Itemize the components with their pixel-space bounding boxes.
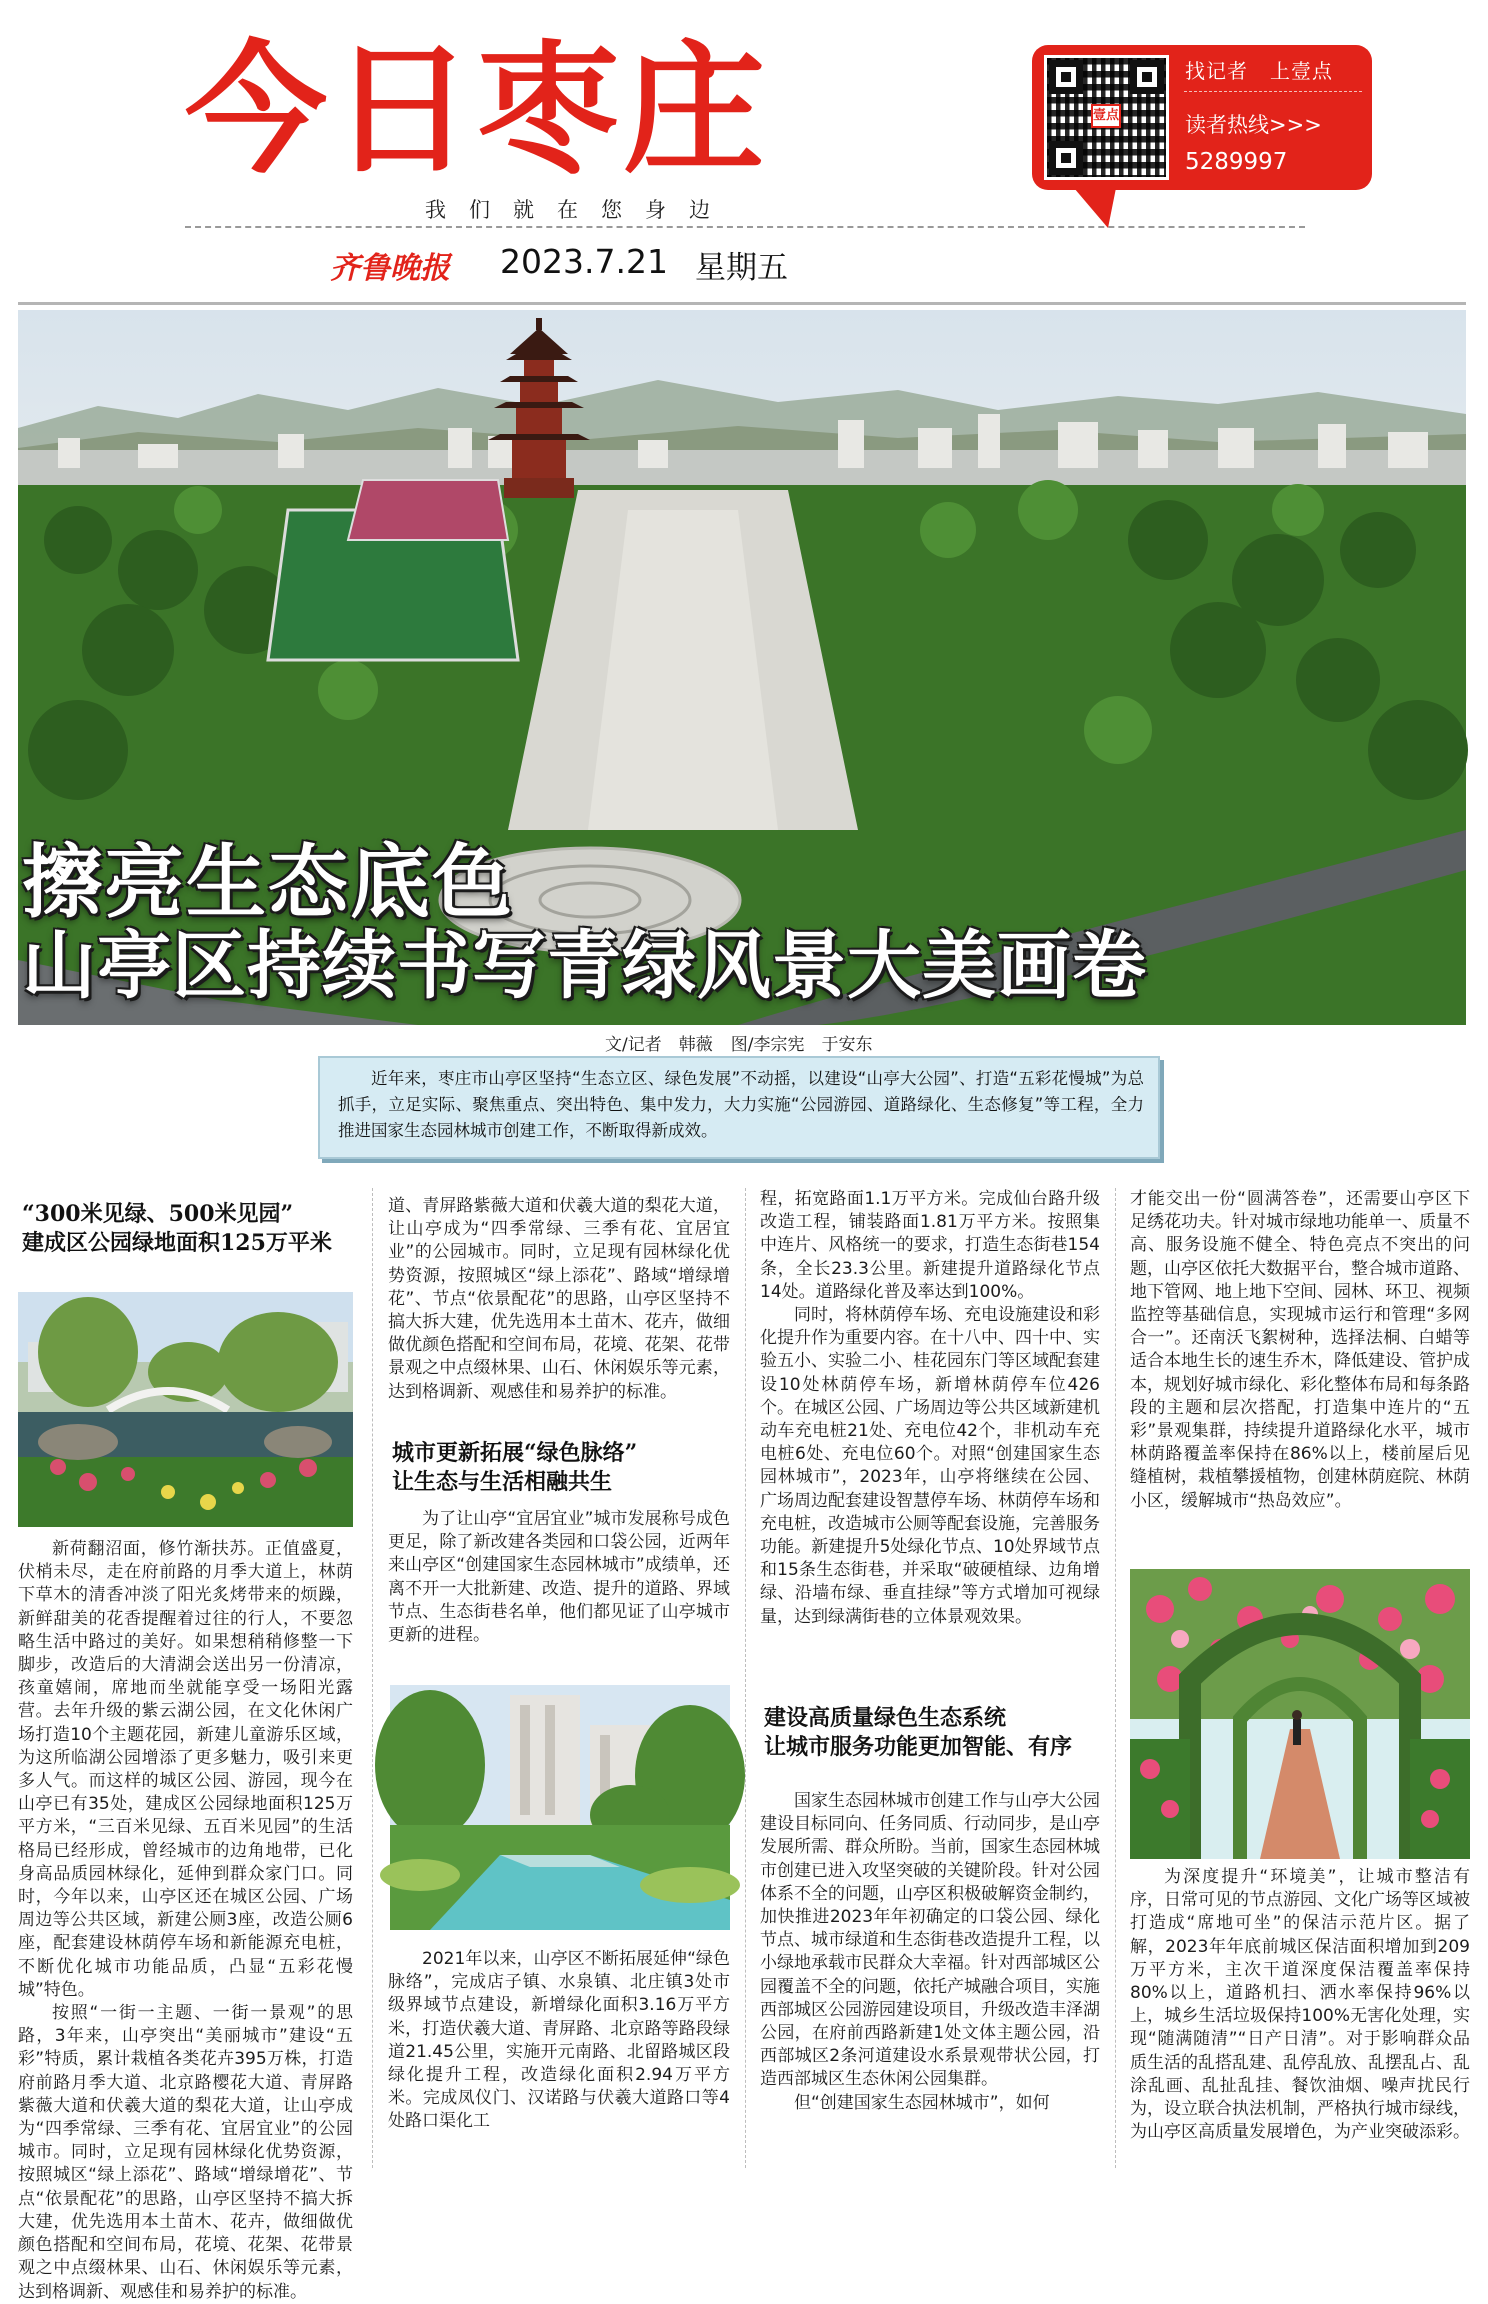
section-3-body-2 xyxy=(1130,1866,1470,2144)
hotline-number: 5289997 xyxy=(1185,149,1288,175)
section-3-subhead xyxy=(764,1704,1072,1762)
section-2-subhead xyxy=(392,1439,637,1497)
byline-reporter: 文/记者 韩薇 xyxy=(605,1035,713,1055)
masthead-slogan: 我们就在您身边 xyxy=(425,198,733,222)
article-paragraph: 为了让山亭“宜居宜业”城市发展称号成色更足，除了新改建各类园和口袋公园，近两年来山亭区“创建国家生态园林城市”成绩单，还离不开一大批新建、改造、提升的道路、界域节点、生态街巷名单，他们都见证了山亭城市更新的进程。 xyxy=(388,1509,730,1646)
hotline-slogan xyxy=(1185,55,1333,84)
section-1-subhead xyxy=(22,1200,332,1258)
rose-arch-photo xyxy=(1130,1569,1470,1859)
find-reporter-label: 找记者 xyxy=(1185,59,1248,83)
headline-line-1: 擦亮生态底色 xyxy=(22,836,514,929)
section-2-body xyxy=(388,1508,730,1647)
article-paragraph-continued: 才能交出一份“圆满答卷”，还需要山亭区下足绣花功夫。针对城市绿地功能单一、质量不高、服务设施不健全、特色亮点不突出的问题，山亭区依托大数据平台，整合城市道路、地下管网、地上地下空间、园林、环卫、视频监控等基础信息，实现城市运行和管理“多网合一”。还南沃飞絮树种，选择法桐、白蜡等适合本地生长的速生乔木，降低建设、管护成本，规划好城市绿化、彩化整体布局和每条路段的主题和层次搭配，打造集中连片的“五彩”景观集群，持续提升道路绿化水平，城市林荫路覆盖率保持在86%以上，楼前屋后见缝植树，栽植攀援植物，创建林荫庭院、林荫小区，缓解城市“热岛效应”。 xyxy=(1130,1189,1470,1511)
section-1-body xyxy=(18,1538,353,2302)
byline-photographer: 图/李宗宪 于安东 xyxy=(730,1035,873,1055)
column-divider xyxy=(1115,1188,1116,2168)
garden-photo xyxy=(18,1292,353,1527)
header-rule xyxy=(18,302,1466,305)
article-paragraph-continued: 程，拓宽路面1.1万平方米。完成仙台路升级改造工程，铺装路面1.81万平方米。按照集中连片、风格统一的要求，打造生态街巷154条，全长23.3公里。新建提升道路绿化节点14处。道路绿化普及率达到100%。 xyxy=(760,1189,1100,1302)
section-2-subhead-line-2: 让生态与生活相融共生 xyxy=(392,1469,613,1495)
reader-hotline-box xyxy=(1032,45,1372,190)
article-paragraph: 新荷翻沼面，修竹渐扶苏。正值盛夏，伏梢未尽，走在府前路的月季大道上，林荫下草木的清香冲淡了阳光炙烤带来的烦躁，新鲜甜美的花香提醒着过往的行人，不要忽略生活中路过的美好。如果想稍稍修整一下脚步，改造后的大清湖会送出另一份清凉，孩童嬉闹，席地而坐就能享受一场阳光露营。去年升级的紫云湖公园，在文化休闲广场打造10个主题花园，新建儿童游乐区域，为这所临湖公园增添了更多魅力，吸引来更多人气。而这样的城区公园、游园，现今在山亭已有35处，建成区公园绿地面积125万平方米，“三百米见绿、五百米见园”的生活格局已经形成，曾经城市的边角地带，已化身高品质园林绿化，延伸到群众家门口。同时，今年以来，山亭区还在城区公园、广场周边等公共区域，新建公厕3座，改造公厕6座，配套建设林荫停车场和新能源充电桩，不断优化城市功能品质，凸显“五彩花慢城”特色。 xyxy=(18,1539,353,2000)
masthead-title: 今日枣庄 xyxy=(185,28,769,193)
rose-arch-illustration xyxy=(1130,1569,1470,1859)
section-2-body-3 xyxy=(760,1188,1100,1629)
section-3-subhead-line-2: 让城市服务功能更加智能、有序 xyxy=(764,1734,1073,1760)
newspaper-brand: 齐鲁晚报 xyxy=(330,251,450,286)
issue-date: 2023.7.21 xyxy=(500,242,668,281)
issue-weekday: 星期五 xyxy=(695,250,788,286)
garden-bridge-illustration xyxy=(18,1292,353,1527)
section-3-body xyxy=(760,1790,1100,2115)
app-logo-icon: 壹点 xyxy=(1091,104,1121,128)
article-paragraph: 按照“一街一主题、一街一景观”的思路，3年来，山亭突出“美丽城市”建设“五彩”特质，累计栽植各类花卉395万株，打造府前路月季大道、北京路樱花大道、青屏路紫薇大道和伏羲大道的梨花大道，让山亭成为“四季常绿、三季有花、宜居宜业”的公园城市。同时，立足现有园林绿化优势资源，按照城区“绿上添花”、路域“增绿增花”、节点“依景配花”的思路，山亭区坚持不搞大拆大建，优先选用本土苗木、花卉，做细做优颜色搭配和空间布局，花境、花架、花带景观之中点缀林果、山石、休闲娱乐等元素，达到格调新、观感佳和易养护的标准。 xyxy=(18,2003,353,2302)
headline-line-2: 山亭区持续书写青绿风景大美画卷 xyxy=(22,923,1147,1009)
article-paragraph: 为深度提升“环境美”，让城市整洁有序，日常可见的节点游园、文化广场等区域被打造成“席地可坐”的保洁示范片区。据了解，2023年年底前城区保洁面积增加到209万平方米，主次干道深度保洁覆盖率保持80%以上，道路机扫、洒水率保持96%以上，城乡生活垃圾保持100%无害化处理，实现“随满随清”“日产日清”。对于影响群众品质生活的乱搭乱建、乱停乱放、乱摆乱占、乱涂乱画、乱扯乱挂、餐饮油烟、噪声扰民行为，设立联合执法机制，严格执行城市绿线，为山亭区高质量发展增色，为产业突破添彩。 xyxy=(1130,1867,1470,2143)
park-path-illustration xyxy=(390,1685,730,1930)
lead-paragraph-box: 近年来，枣庄市山亭区坚持“生态立区、绿色发展”不动摇，以建设“山亭大公园”、打造“五彩花慢城”为总抓手，立足实际、聚焦重点、突出特色、集中发力，大力实施“公园游园、道路绿化、生态修复”等工程，全力推进国家生态园林城市创建工作，不断取得新成效。 xyxy=(318,1056,1160,1159)
qr-code[interactable] xyxy=(1044,55,1169,180)
article-paragraph: 同时，将林荫停车场、充电设施建设和彩化提升作为重要内容。在十八中、四十中、实验五小、实验二小、桂花园东门等区域配套建设10处林荫停车场，新增林荫停车位426个。在城区公园、广场周边等公共区域新建机动车充电桩21处、充电位42个，非机动车充电桩6处、充电位60个。对照“创建国家生态园林城市”，2023年，山亭将继续在公园、广场周边配套建设智慧停车场、林荫停车场和充电桩，改造城市公厕等配套设施，完善服务功能。新建提升5处绿化节点、10处界域节点和15条生态街巷，并采取“破硬植绿、边角增绿、沿墙布绿、垂直挂绿”等方式增加可视绿量，达到绿满街巷的立体景观效果。 xyxy=(760,1305,1100,1627)
article-paragraph-continued: 道、青屏路紫薇大道和伏羲大道的梨花大道，让山亭成为“四季常绿、三季有花、宜居宜业”的公园城市。同时，立足现有园林绿化优势资源，按照城区“绿上添花”、路域“增绿增花”、节点“依景配花”的思路，山亭区坚持不搞大拆大建，优先选用本土苗木、花卉，做细做优颜色搭配和空间布局，花境、花架、花带景观之中点缀林果、山石、休闲娱乐等元素，达到格调新、观感佳和易养护的标准。 xyxy=(388,1196,730,1402)
masthead-divider xyxy=(185,226,1305,228)
byline xyxy=(605,1030,872,1055)
qr-finder-icon xyxy=(1130,60,1164,94)
section-2-subhead-line-1: 城市更新拓展“绿色脉络” xyxy=(392,1440,638,1466)
hero-photo xyxy=(18,310,1466,1025)
hotline-divider xyxy=(1184,91,1362,92)
section-3-body-continued xyxy=(1130,1188,1470,1513)
column-divider xyxy=(745,1188,746,2168)
article-paragraph: 2021年以来，山亭区不断拓展延伸“绿色脉络”，完成店子镇、水泉镇、北庄镇3处市级界域节点建设，新增绿化面积3.16万平方米，打造伏羲大道、青屏路、北京路等路段绿道21.45公里，实施开元南路、北留路城区段绿化提升工程，改造绿化面积2.94万平方米。完成凤仪门、汉诺路与伏羲大道路口等4处路口渠化工 xyxy=(388,1949,730,2132)
section-1-body-continued xyxy=(388,1195,730,1404)
section-2-body-2 xyxy=(388,1948,730,2134)
park-path-photo xyxy=(390,1685,730,1930)
go-app-label: 上壹点 xyxy=(1270,59,1333,83)
qr-finder-icon xyxy=(1049,141,1083,175)
article-paragraph: 国家生态园林城市创建工作与山亭大公园建设目标同向、任务同质、行动同步，是山亭发展所需、群众所盼。当前，国家生态园林城市创建已进入攻坚突破的关键阶段。针对公园体系不全的问题，山亭区积极破解资金制约，加快推进2023年年初确定的口袋公园、绿化节点、城市绿道和生态街巷改造提升工程，以小绿地承载市民群众大幸福。针对西部城区公园覆盖不全的问题，依托产城融合项目，实施西部城区公园游园建设项目，升级改造丰泽湖公园，在府前西路新建1处文体主题公园，沿西部城区2条河道建设水系景观带状公园，打造西部城区生态休闲公园集群。 xyxy=(760,1791,1100,2090)
section-1-subhead-line-1: “300米见绿、500米见园” xyxy=(22,1201,294,1227)
reader-hotline-label: 读者热线>>> xyxy=(1185,113,1322,137)
section-3-subhead-line-1: 建设高质量绿色生态系统 xyxy=(764,1705,1007,1731)
column-divider xyxy=(372,1188,373,2168)
article-paragraph: 但“创建国家生态园林城市”，如何 xyxy=(794,2092,1050,2113)
qr-finder-icon xyxy=(1049,60,1083,94)
section-1-subhead-line-2: 建成区公园绿地面积125万平米 xyxy=(22,1230,332,1256)
